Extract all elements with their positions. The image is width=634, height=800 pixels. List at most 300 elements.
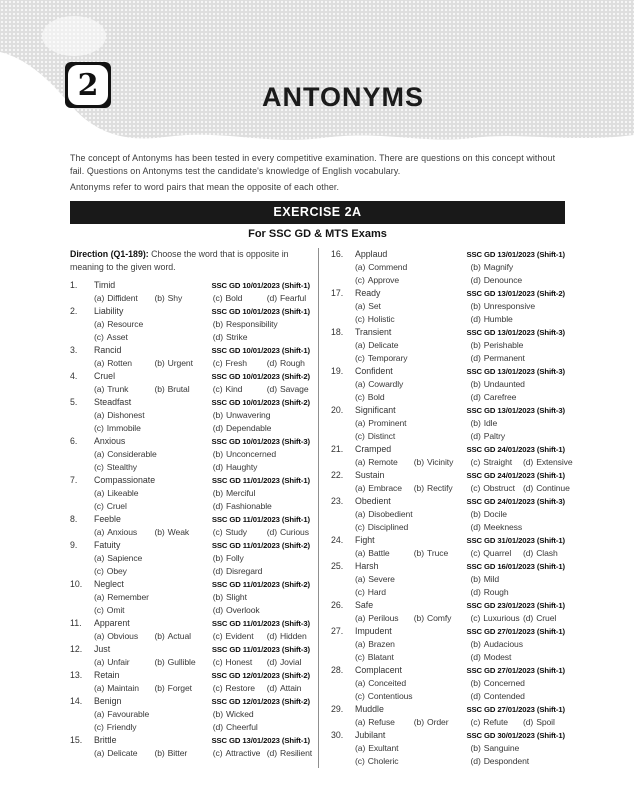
option-word: Attain xyxy=(279,682,302,693)
option-d xyxy=(471,391,566,404)
option-word: Rough xyxy=(279,357,305,368)
option-word: Haughty xyxy=(226,461,258,472)
option-b xyxy=(154,747,212,760)
option-letter: (a) xyxy=(94,682,105,693)
question-word: Cramped xyxy=(355,443,392,454)
option-word: Vicinity xyxy=(427,456,454,467)
option-b xyxy=(471,573,566,586)
question xyxy=(70,669,310,695)
question-word: Harsh xyxy=(355,560,379,571)
question-header xyxy=(70,539,310,552)
option-word: Disciplined xyxy=(367,521,409,532)
question-header xyxy=(70,695,310,708)
option-word: Responsibility xyxy=(226,318,278,329)
option-letter: (b) xyxy=(212,318,223,329)
question-word: Feeble xyxy=(94,513,121,524)
question-number: 27. xyxy=(331,625,344,636)
option-letter: (d) xyxy=(470,391,481,402)
question-number: 5. xyxy=(70,396,78,407)
question-number: 9. xyxy=(70,539,78,550)
option-letter: (b) xyxy=(212,448,223,459)
question xyxy=(331,664,565,703)
option-letter: (a) xyxy=(94,318,105,329)
question-source: SSC GD 13/01/2023 (Shift-3) xyxy=(466,327,565,337)
option-word: Paltry xyxy=(483,430,506,441)
question-number: 14. xyxy=(70,695,83,706)
question-header xyxy=(70,474,310,487)
option-c xyxy=(355,274,471,287)
question-options xyxy=(94,448,310,474)
option-word: Contentious xyxy=(367,690,413,701)
option-a xyxy=(355,456,414,469)
option-word: Obstruct xyxy=(483,482,515,493)
question-header xyxy=(70,344,310,357)
option-a xyxy=(94,552,213,565)
option-letter: (d) xyxy=(522,612,534,623)
option-letter: (a) xyxy=(355,508,366,519)
option-a xyxy=(355,300,471,313)
question-options xyxy=(355,482,570,495)
option-word: Slight xyxy=(226,591,247,602)
option-letter: (b) xyxy=(470,638,481,649)
question-options xyxy=(94,357,310,370)
option-letter: (b) xyxy=(470,417,481,428)
option-word: Modest xyxy=(483,651,512,662)
question-options xyxy=(94,591,310,617)
option-word: Rotten xyxy=(107,357,132,368)
option-word: Considerable xyxy=(107,448,157,459)
option-letter: (c) xyxy=(212,630,223,641)
exercise-title-bar: EXERCISE 2A xyxy=(70,201,565,224)
option-word: Continue xyxy=(536,482,570,493)
question-header xyxy=(331,625,565,638)
option-letter: (c) xyxy=(355,274,365,285)
option-word: Refuse xyxy=(368,716,395,727)
option-a xyxy=(355,573,471,586)
option-letter: (b) xyxy=(212,487,223,498)
option-c xyxy=(94,461,213,474)
option-word: Commend xyxy=(368,261,408,272)
option-b xyxy=(471,677,566,690)
option-c xyxy=(355,391,471,404)
option-b xyxy=(414,547,471,560)
option-letter: (a) xyxy=(355,482,366,493)
question-number: 21. xyxy=(331,443,344,454)
option-letter: (c) xyxy=(470,482,481,493)
option-c xyxy=(213,630,267,643)
question xyxy=(70,370,310,396)
option-letter: (d) xyxy=(212,461,223,472)
question-options xyxy=(355,716,565,729)
option-word: Trunk xyxy=(107,383,129,394)
option-letter: (c) xyxy=(355,391,365,402)
option-word: Distinct xyxy=(367,430,396,441)
question-options xyxy=(355,677,565,703)
question-header xyxy=(331,664,565,677)
question-source: SSC GD 11/01/2023 (Shift-1) xyxy=(211,475,310,485)
question xyxy=(331,469,570,495)
question-header xyxy=(331,248,565,261)
option-letter: (a) xyxy=(355,742,366,753)
question-number: 2. xyxy=(70,305,78,316)
option-b xyxy=(213,708,310,721)
option-d xyxy=(523,716,565,729)
question-number: 7. xyxy=(70,474,78,485)
option-word: Maintain xyxy=(107,682,139,693)
option-word: Fashionable xyxy=(226,500,272,511)
question-word: Retain xyxy=(94,669,120,680)
option-b xyxy=(471,508,566,521)
option-word: Perishable xyxy=(483,339,524,350)
option-letter: (d) xyxy=(266,630,277,641)
question-source: SSC GD 16/01/2023 (Shift-1) xyxy=(466,561,565,571)
question-number: 17. xyxy=(331,287,344,298)
option-a xyxy=(355,612,414,625)
option-word: Spoil xyxy=(536,716,555,727)
option-c xyxy=(355,690,471,703)
option-b xyxy=(471,378,566,391)
question-options xyxy=(94,630,310,643)
option-letter: (b) xyxy=(154,292,165,303)
option-letter: (c) xyxy=(212,292,223,303)
option-word: Conceited xyxy=(368,677,407,688)
question-source: SSC GD 11/01/2023 (Shift-3) xyxy=(211,618,310,628)
option-word: Order xyxy=(427,716,449,727)
option-word: Merciful xyxy=(226,487,256,498)
option-word: Favourable xyxy=(107,708,150,719)
question-options xyxy=(94,747,313,760)
option-letter: (b) xyxy=(470,508,481,519)
option-letter: (b) xyxy=(154,747,165,758)
option-word: Wicked xyxy=(226,708,254,719)
option-word: Hidden xyxy=(279,630,307,641)
question-header xyxy=(331,560,565,573)
question xyxy=(70,578,310,617)
option-word: Bold xyxy=(367,391,385,402)
question xyxy=(331,534,565,560)
option-word: Brutal xyxy=(167,383,190,394)
question-number: 12. xyxy=(70,643,83,654)
question-options xyxy=(94,526,310,539)
option-word: Obey xyxy=(106,565,127,576)
option-letter: (c) xyxy=(355,521,365,532)
option-letter: (a) xyxy=(94,630,105,641)
option-word: Audacious xyxy=(483,638,523,649)
question-word: Confident xyxy=(355,365,393,376)
option-letter: (c) xyxy=(470,716,481,727)
option-word: Clash xyxy=(536,547,558,558)
option-d xyxy=(213,565,310,578)
option-word: Sapience xyxy=(107,552,143,563)
question-source: SSC GD 11/01/2023 (Shift-2) xyxy=(211,579,310,589)
option-word: Magnify xyxy=(483,261,514,272)
question xyxy=(70,617,310,643)
option-word: Restore xyxy=(225,682,255,693)
question-options xyxy=(94,487,310,513)
option-word: Perilous xyxy=(368,612,399,623)
option-letter: (c) xyxy=(355,313,365,324)
option-c xyxy=(470,716,523,729)
question-number: 8. xyxy=(70,513,78,524)
option-letter: (c) xyxy=(94,331,104,342)
option-d xyxy=(267,526,310,539)
question-word: Anxious xyxy=(94,435,126,446)
option-letter: (b) xyxy=(470,378,481,389)
question-source: SSC GD 10/01/2023 (Shift-2) xyxy=(211,397,310,407)
question-word: Muddle xyxy=(355,703,384,714)
option-letter: (a) xyxy=(355,573,366,584)
option-word: Denounce xyxy=(483,274,523,285)
option-word: Disobedient xyxy=(368,508,413,519)
option-word: Gullible xyxy=(167,656,196,667)
option-a xyxy=(94,526,154,539)
option-letter: (b) xyxy=(470,339,481,350)
option-a xyxy=(94,656,154,669)
option-letter: (c) xyxy=(470,612,481,623)
option-letter: (c) xyxy=(355,755,365,766)
option-word: Temporary xyxy=(367,352,408,363)
question-number: 22. xyxy=(331,469,344,480)
option-letter: (a) xyxy=(355,677,366,688)
intro-paragraph-2: Antonyms refer to word pairs that mean the opposite of each other. xyxy=(70,182,340,193)
question-source: SSC GD 12/01/2023 (Shift-2) xyxy=(211,696,310,706)
option-word: Delicate xyxy=(107,747,138,758)
option-word: Study xyxy=(225,526,247,537)
option-word: Sanguine xyxy=(483,742,520,753)
question-header xyxy=(331,599,565,612)
option-letter: (a) xyxy=(94,656,105,667)
question-number: 24. xyxy=(331,534,344,545)
option-word: Likeable xyxy=(107,487,139,498)
option-d xyxy=(523,612,565,625)
option-d xyxy=(522,482,570,495)
option-b xyxy=(213,552,310,565)
option-word: Comfy xyxy=(427,612,452,623)
question-header xyxy=(331,703,565,716)
question-word: Complacent xyxy=(355,664,402,675)
option-c xyxy=(213,292,267,305)
question xyxy=(331,729,565,768)
option-c xyxy=(470,547,523,560)
chapter-banner xyxy=(0,0,634,148)
option-d xyxy=(471,274,566,287)
question-word: Rancid xyxy=(94,344,122,355)
option-letter: (a) xyxy=(94,383,105,394)
option-letter: (d) xyxy=(470,690,481,701)
option-word: Severe xyxy=(368,573,395,584)
option-c xyxy=(213,357,267,370)
question-word: Applaud xyxy=(355,248,388,259)
option-b xyxy=(213,591,310,604)
option-b xyxy=(414,456,471,469)
chapter-number: 2 xyxy=(67,64,109,106)
question xyxy=(331,495,565,534)
option-d xyxy=(267,292,310,305)
option-word: Embrace xyxy=(368,482,402,493)
option-letter: (b) xyxy=(470,573,481,584)
option-b xyxy=(154,383,212,396)
option-word: Quarrel xyxy=(483,547,512,558)
option-word: Refute xyxy=(483,716,508,727)
question-word: Neglect xyxy=(94,578,124,589)
question-number: 19. xyxy=(331,365,344,376)
option-word: Asset xyxy=(106,331,128,342)
question-options xyxy=(355,339,565,365)
question-source: SSC GD 13/01/2023 (Shift-3) xyxy=(466,405,565,415)
option-a xyxy=(94,318,213,331)
option-letter: (b) xyxy=(154,526,165,537)
option-letter: (b) xyxy=(154,357,165,368)
question-number: 25. xyxy=(331,560,344,571)
question-number: 29. xyxy=(331,703,344,714)
option-a xyxy=(94,682,154,695)
option-letter: (c) xyxy=(94,565,104,576)
question xyxy=(70,279,310,305)
question-options xyxy=(94,682,310,695)
option-b xyxy=(414,482,471,495)
option-word: Urgent xyxy=(167,357,193,368)
question-number: 16. xyxy=(331,248,344,259)
question-options xyxy=(355,638,565,664)
option-word: Dependable xyxy=(226,422,272,433)
option-c xyxy=(213,526,267,539)
option-word: Attractive xyxy=(225,747,261,758)
option-letter: (c) xyxy=(94,721,104,732)
option-word: Resource xyxy=(107,318,144,329)
option-word: Prominent xyxy=(368,417,407,428)
question-options xyxy=(355,547,565,560)
option-b xyxy=(213,487,310,500)
option-letter: (d) xyxy=(470,651,481,662)
question xyxy=(70,305,310,344)
questions-column-right xyxy=(318,248,573,768)
option-a xyxy=(94,487,213,500)
option-word: Set xyxy=(368,300,381,311)
option-a xyxy=(355,261,471,274)
option-letter: (a) xyxy=(355,456,366,467)
exercise-subtitle: For SSC GD & MTS Exams xyxy=(248,227,387,240)
question-header xyxy=(70,734,310,747)
option-word: Cruel xyxy=(536,612,557,623)
option-letter: (a) xyxy=(94,448,105,459)
option-letter: (d) xyxy=(212,565,223,576)
option-word: Extensive xyxy=(536,456,573,467)
option-word: Honest xyxy=(225,656,253,667)
question-source: SSC GD 30/01/2023 (Shift-1) xyxy=(466,730,565,740)
question xyxy=(331,287,565,326)
option-c xyxy=(213,656,267,669)
option-letter: (c) xyxy=(212,526,223,537)
option-word: Forget xyxy=(167,682,192,693)
question-options xyxy=(355,261,565,287)
option-a xyxy=(355,339,471,352)
option-letter: (d) xyxy=(212,500,223,511)
option-a xyxy=(355,482,414,495)
question-source: SSC GD 23/01/2023 (Shift-1) xyxy=(466,600,565,610)
question-number: 13. xyxy=(70,669,83,680)
option-a xyxy=(94,357,154,370)
question-number: 30. xyxy=(331,729,344,740)
option-c xyxy=(94,331,213,344)
question-header xyxy=(331,495,565,508)
option-word: Unresponsive xyxy=(483,300,536,311)
option-d xyxy=(213,461,310,474)
question xyxy=(70,539,310,578)
question-options xyxy=(355,742,565,768)
option-letter: (b) xyxy=(413,456,424,467)
option-letter: (d) xyxy=(212,422,223,433)
option-word: Rectify xyxy=(427,482,453,493)
question-word: Just xyxy=(94,643,111,654)
question-source: SSC GD 24/01/2023 (Shift-1) xyxy=(466,444,565,454)
option-c xyxy=(470,456,523,469)
option-b xyxy=(471,261,566,274)
question xyxy=(70,695,310,734)
question-number: 20. xyxy=(331,404,344,415)
question-word: Safe xyxy=(355,599,374,610)
option-letter: (a) xyxy=(355,300,366,311)
option-letter: (a) xyxy=(94,526,105,537)
option-d xyxy=(213,422,310,435)
question-header xyxy=(70,396,310,409)
option-word: Folly xyxy=(226,552,244,563)
option-letter: (a) xyxy=(94,708,105,719)
option-c xyxy=(355,651,471,664)
option-letter: (c) xyxy=(94,422,104,433)
question-options xyxy=(355,612,565,625)
question-options xyxy=(94,318,310,344)
option-letter: (a) xyxy=(355,417,366,428)
option-a xyxy=(94,448,213,461)
question-word: Obedient xyxy=(355,495,391,506)
option-word: Savage xyxy=(279,383,309,394)
question-options xyxy=(94,292,310,305)
option-letter: (c) xyxy=(94,461,104,472)
option-word: Carefree xyxy=(483,391,517,402)
question-source: SSC GD 11/01/2023 (Shift-2) xyxy=(211,540,310,550)
question-options xyxy=(94,708,310,734)
question-number: 4. xyxy=(70,370,78,381)
option-c xyxy=(355,313,471,326)
option-letter: (c) xyxy=(94,500,104,511)
question-source: SSC GD 11/01/2023 (Shift-1) xyxy=(211,514,310,524)
intro-text xyxy=(70,152,565,194)
question-word: Brittle xyxy=(94,734,117,745)
option-letter: (d) xyxy=(470,755,481,766)
option-word: Mild xyxy=(483,573,500,584)
option-word: Remember xyxy=(107,591,149,602)
option-d xyxy=(471,521,566,534)
question-word: Significant xyxy=(355,404,396,415)
option-a xyxy=(94,747,154,760)
option-word: Meekness xyxy=(483,521,523,532)
option-letter: (d) xyxy=(266,656,277,667)
option-c xyxy=(355,430,471,443)
question xyxy=(70,734,313,760)
question-source: SSC GD 31/01/2023 (Shift-1) xyxy=(466,535,565,545)
option-letter: (c) xyxy=(355,430,365,441)
option-letter: (a) xyxy=(355,716,366,727)
option-c xyxy=(355,352,471,365)
option-a xyxy=(355,547,414,560)
direction-text: Choose the word that is opposite in meaning to the given word. xyxy=(70,248,289,272)
question-header xyxy=(331,326,565,339)
option-letter: (b) xyxy=(413,716,424,727)
option-b xyxy=(154,682,212,695)
option-letter: (d) xyxy=(522,547,534,558)
question-header xyxy=(70,643,310,656)
option-word: Truce xyxy=(427,547,449,558)
